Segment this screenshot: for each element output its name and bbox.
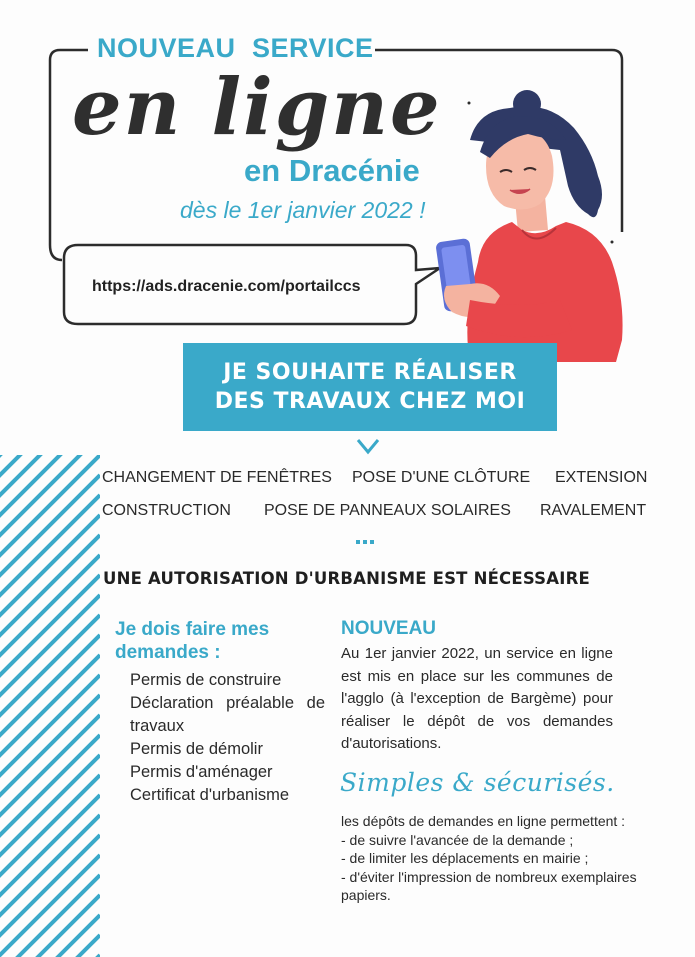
- benefit-item: - d'éviter l'impression de nombreux exemplaires papiers.: [341, 868, 637, 903]
- requests-heading: Je dois faire mes demandes :: [115, 619, 270, 663]
- benefit-item: - de suivre l'avancée de la demande ;: [341, 831, 574, 848]
- new-heading: NOUVEAU: [341, 618, 437, 639]
- word-dracenie: Dracénie: [288, 153, 420, 188]
- headline-service: SERVICE: [252, 33, 374, 63]
- woman-with-phone-illustration: [435, 90, 622, 362]
- permit-item: Permis d'aménager: [130, 763, 273, 781]
- diagonal-stripes-decoration: [0, 355, 100, 957]
- permit-list: [130, 669, 325, 807]
- headline-en-ligne: en ligne: [72, 62, 442, 153]
- cta-line-1: JE SOUHAITE RÉALISER: [223, 360, 517, 385]
- cta-line-2: DES TRAVAUX CHEZ MOI: [214, 389, 526, 414]
- permit-item: Déclaration préalable de travaux: [130, 694, 325, 735]
- chevron-down-icon: [358, 440, 378, 452]
- launch-date: dès le 1er janvier 2022 !: [180, 197, 426, 223]
- headline-nouveau: NOUVEAU: [97, 33, 236, 63]
- benefits-intro: les dépôts de demandes en ligne permettent :: [341, 813, 626, 829]
- work-item: CONSTRUCTION: [102, 502, 231, 519]
- work-item: POSE DE PANNEAUX SOLAIRES: [264, 502, 511, 519]
- work-item: EXTENSION: [555, 469, 648, 486]
- word-en: en: [244, 153, 281, 188]
- ellipsis-icon: [356, 540, 374, 544]
- permit-item: Permis de construire: [130, 671, 282, 689]
- simples-securises-tagline: Simples & sécurisés.: [340, 768, 615, 797]
- benefits-list: [341, 812, 641, 905]
- headline-en-dracenie: [244, 153, 420, 189]
- authorization-heading: UNE AUTORISATION D'URBANISME EST NÉCESSAIRE: [103, 569, 590, 588]
- permit-item: Certificat d'urbanisme: [130, 786, 290, 804]
- work-item: RAVALEMENT: [540, 502, 647, 519]
- benefit-item: - de limiter les déplacements en mairie ;: [341, 850, 589, 866]
- permit-item: Permis de démolir: [130, 740, 263, 758]
- work-item: CHANGEMENT DE FENÊTRES: [102, 469, 332, 486]
- work-item: POSE D'UNE CLÔTURE: [352, 469, 531, 486]
- cta-banner: [183, 343, 557, 431]
- new-service-description: Au 1er janvier 2022, un service en ligne est mis en place sur les communes de l'agglo (à l'exception de Bargème) pour réaliser le dépôt de vos demandes d'autorisations.: [341, 645, 613, 752]
- portal-url-link[interactable]: https://ads.dracenie.com/portailccs: [92, 278, 361, 295]
